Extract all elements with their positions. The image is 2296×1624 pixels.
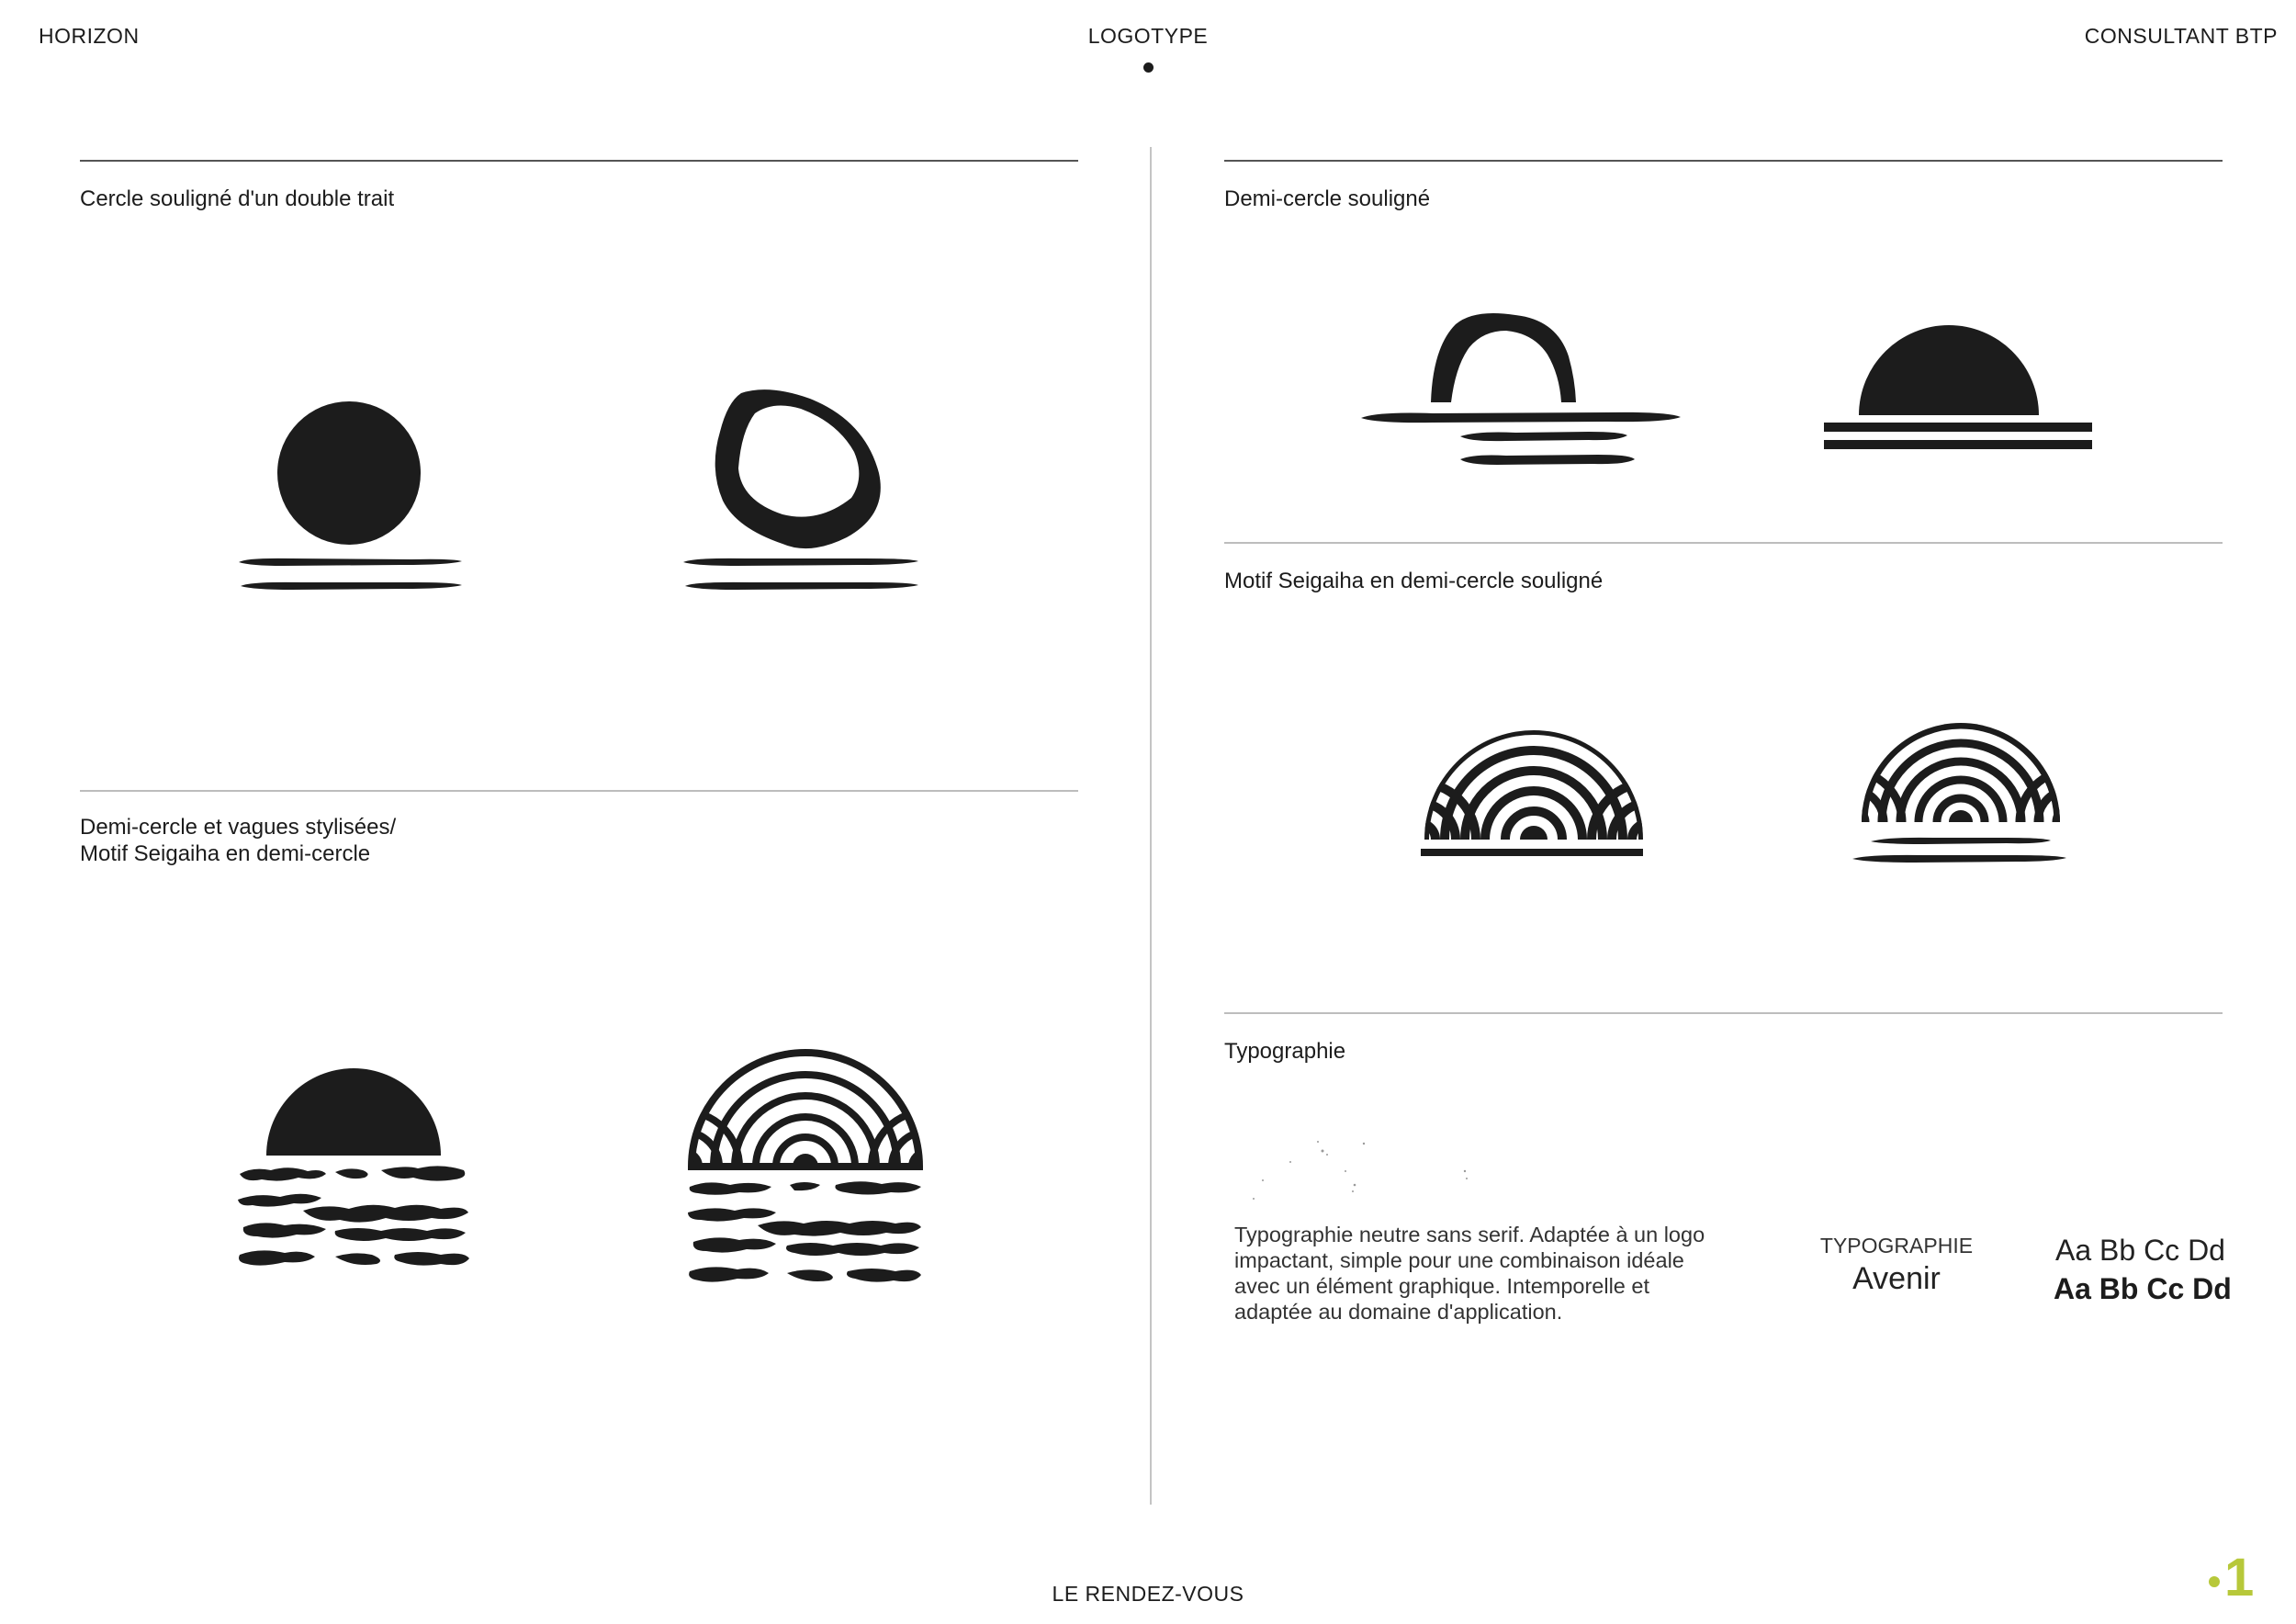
font-sample-regular: Aa Bb Cc Dd <box>2055 1234 2225 1267</box>
brand-name: HORIZON <box>39 24 140 48</box>
section-rule <box>80 790 1078 792</box>
logo-seigaiha-brush-lines <box>1851 716 2071 868</box>
title-dot <box>1143 62 1154 73</box>
logo-seigaiha-single-bar <box>1419 722 1649 860</box>
logo-seigaiha-waves <box>684 1047 928 1295</box>
section-rule <box>80 160 1078 162</box>
page-title: LOGOTYPE <box>1087 24 1209 48</box>
section-rule <box>1224 1012 2223 1014</box>
section-caption <box>80 814 396 867</box>
page-dot <box>2209 1576 2220 1587</box>
section-rule <box>1224 542 2223 544</box>
logo-circle-double-line <box>237 400 467 597</box>
logo-brush-circle-double-line <box>681 386 929 597</box>
description-line: avec un élément graphique. Intemporelle et <box>1234 1274 1650 1298</box>
footer-title: LE RENDEZ-VOUS <box>1052 1582 1244 1606</box>
section-caption-line: Motif Seigaiha en demi-cercle <box>80 841 371 866</box>
logo-brush-half-circle <box>1359 310 1685 476</box>
column-divider <box>1150 147 1152 1505</box>
description-line: impactant, simple pour une combinaison idéale <box>1234 1248 1684 1272</box>
section-rule <box>1224 160 2223 162</box>
description-line: adaptée au domaine d'application. <box>1234 1300 1563 1324</box>
section-caption: Cercle souligné d'un double trait <box>80 186 395 211</box>
logo-half-circle-double-bar <box>1824 301 2095 453</box>
section-caption-line: Demi-cercle et vagues stylisées/ <box>80 815 397 840</box>
font-name: Avenir <box>1852 1261 1941 1296</box>
font-sample-bold: Aa Bb Cc Dd <box>2054 1272 2232 1305</box>
typography-description <box>1234 1222 1785 1325</box>
page-number: 1 <box>2224 1548 2255 1607</box>
scan-noise <box>1235 1134 1511 1208</box>
section-caption: Typographie <box>1224 1039 1346 1064</box>
client-label: CONSULTANT BTP <box>2084 24 2278 48</box>
typography-label: TYPOGRAPHIE <box>1819 1234 1974 1257</box>
section-caption: Demi-cercle souligné <box>1224 186 1431 211</box>
section-caption: Motif Seigaiha en demi-cercle souligné <box>1224 569 1604 593</box>
description-line: Typographie neutre sans serif. Adaptée à un logo <box>1234 1223 1705 1246</box>
logo-half-circle-waves <box>234 1047 473 1277</box>
